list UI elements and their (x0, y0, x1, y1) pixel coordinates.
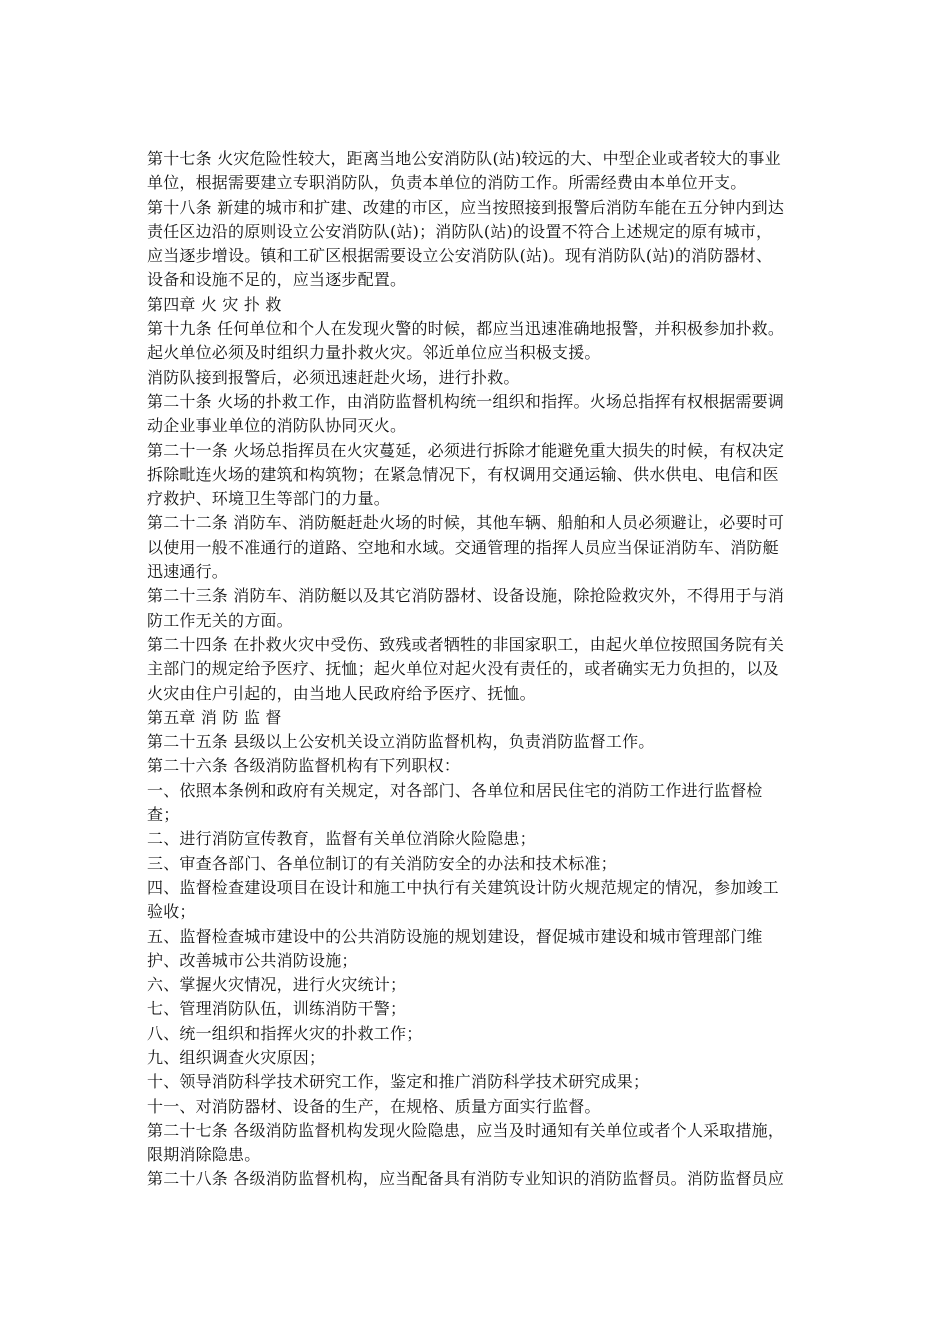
text-line: 疗救护、环境卫生等部门的力量。 (147, 489, 391, 509)
regulation-text (147, 147, 812, 1192)
text-line: 动企业事业单位的消防队协同灭火。 (147, 416, 407, 436)
text-line: 防工作无关的方面。 (147, 610, 293, 630)
text-line: 责任区边沿的原则设立公安消防队(站)；消防队(站)的设置不符合上述规定的原有城市， (147, 221, 773, 241)
text-line: 消防队接到报警后，必须迅速赶赴火场，进行扑救。 (147, 367, 520, 387)
text-line: 十、领导消防科学技术研究工作，鉴定和推广消防科学技术研究成果； (147, 1072, 650, 1092)
text-line: 第二十条 火场的扑救工作，由消防监督机构统一组织和指挥。火场总指挥有权根据需要调 (147, 391, 785, 411)
text-line: 火灾由住户引起的，由当地人民政府给予医疗、抚恤。 (147, 683, 536, 703)
text-line: 第二十六条 各级消防监督机构有下列职权： (147, 756, 461, 776)
text-line: 第二十四条 在扑救火灾中受伤、致残或者牺牲的非国家职工，由起火单位按照国务院有关 (147, 634, 785, 654)
text-line: 第十七条 火灾危险性较大，距离当地公安消防队(站)较远的大、中型企业或者较大的事业 (147, 149, 781, 168)
text-line: 应当逐步增设。镇和工矿区根据需要设立公安消防队(站)。现有消防队(站)的消防器材、 (147, 246, 773, 266)
text-line: 第二十五条 县级以上公安机关设立消防监督机构，负责消防监督工作。 (147, 732, 655, 752)
text-line: 查； (147, 805, 180, 825)
text-line: 主部门的规定给予医疗、抚恤；起火单位对起火没有责任的，或者确实无力负担的，以及 (147, 659, 779, 679)
text-line: 二、进行消防宣传教育，监督有关单位消除火险隐患； (147, 829, 536, 849)
text-line: 一、依照本条例和政府有关规定，对各部门、各单位和居民住宅的消防工作进行监督检 (147, 780, 763, 800)
text-line: 十一、对消防器材、设备的生产，在规格、质量方面实行监督。 (147, 1096, 601, 1116)
text-line: 设备和设施不足的，应当逐步配置。 (147, 270, 407, 290)
text-line: 第二十一条 火场总指挥员在火灾蔓延，必须进行拆除才能避免重大损失的时候，有权决定 (147, 440, 785, 460)
text-line: 迅速通行。 (147, 562, 229, 582)
text-line: 三、审查各部门、各单位制订的有关消防安全的办法和技术标准； (147, 853, 617, 873)
text-line: 限期消除隐患。 (147, 1145, 261, 1165)
text-line: 第二十七条 各级消防监督机构发现火险隐患，应当及时通知有关单位或者个人采取措施， (147, 1120, 785, 1140)
text-line: 七、管理消防队伍，训练消防干警； (147, 999, 407, 1019)
text-line: 单位，根据需要建立专职消防队，负责本单位的消防工作。所需经费由本单位开支。 (147, 173, 747, 193)
chapter-heading: 第五章 消 防 监 督 (147, 707, 282, 727)
text-line: 以使用一般不准通行的道路、空地和水域。交通管理的指挥人员应当保证消防车、消防艇 (147, 537, 779, 557)
text-line: 第十八条 新建的城市和扩建、改建的市区，应当按照接到报警后消防车能在五分钟内到达 (147, 197, 785, 217)
text-line: 起火单位必须及时组织力量扑救火灾。邻近单位应当积极支援。 (147, 343, 601, 363)
text-line: 护、改善城市公共消防设施； (147, 950, 358, 970)
text-line: 六、掌握火灾情况，进行火灾统计； (147, 975, 407, 995)
text-line: 第二十三条 消防车、消防艇以及其它消防器材、设备设施，除抢险救灾外，不得用于与消 (147, 586, 785, 606)
text-line: 第十九条 任何单位和个人在发现火警的时候，都应当迅速准确地报警，并积极参加扑救。 (147, 319, 785, 339)
text-line: 九、组织调查火灾原因； (147, 1047, 326, 1067)
text-line: 第二十八条 各级消防监督机构，应当配备具有消防专业知识的消防监督员。消防监督员应 (147, 1169, 785, 1189)
text-line: 第二十二条 消防车、消防艇赶赴火场的时候，其他车辆、船舶和人员必须避让，必要时可 (147, 513, 785, 533)
text-line: 八、统一组织和指挥火灾的扑救工作； (147, 1023, 423, 1043)
text-line: 五、监督检查城市建设中的公共消防设施的规划建设，督促城市建设和城市管理部门维 (147, 926, 763, 946)
text-line: 四、监督检查建设项目在设计和施工中执行有关建筑设计防火规范规定的情况，参加竣工 (147, 877, 779, 897)
text-line: 拆除毗连火场的建筑和构筑物；在紧急情况下，有权调用交通运输、供水供电、电信和医 (147, 464, 779, 484)
text-line: 验收； (147, 902, 196, 922)
chapter-heading: 第四章 火 灾 扑 救 (147, 294, 282, 314)
